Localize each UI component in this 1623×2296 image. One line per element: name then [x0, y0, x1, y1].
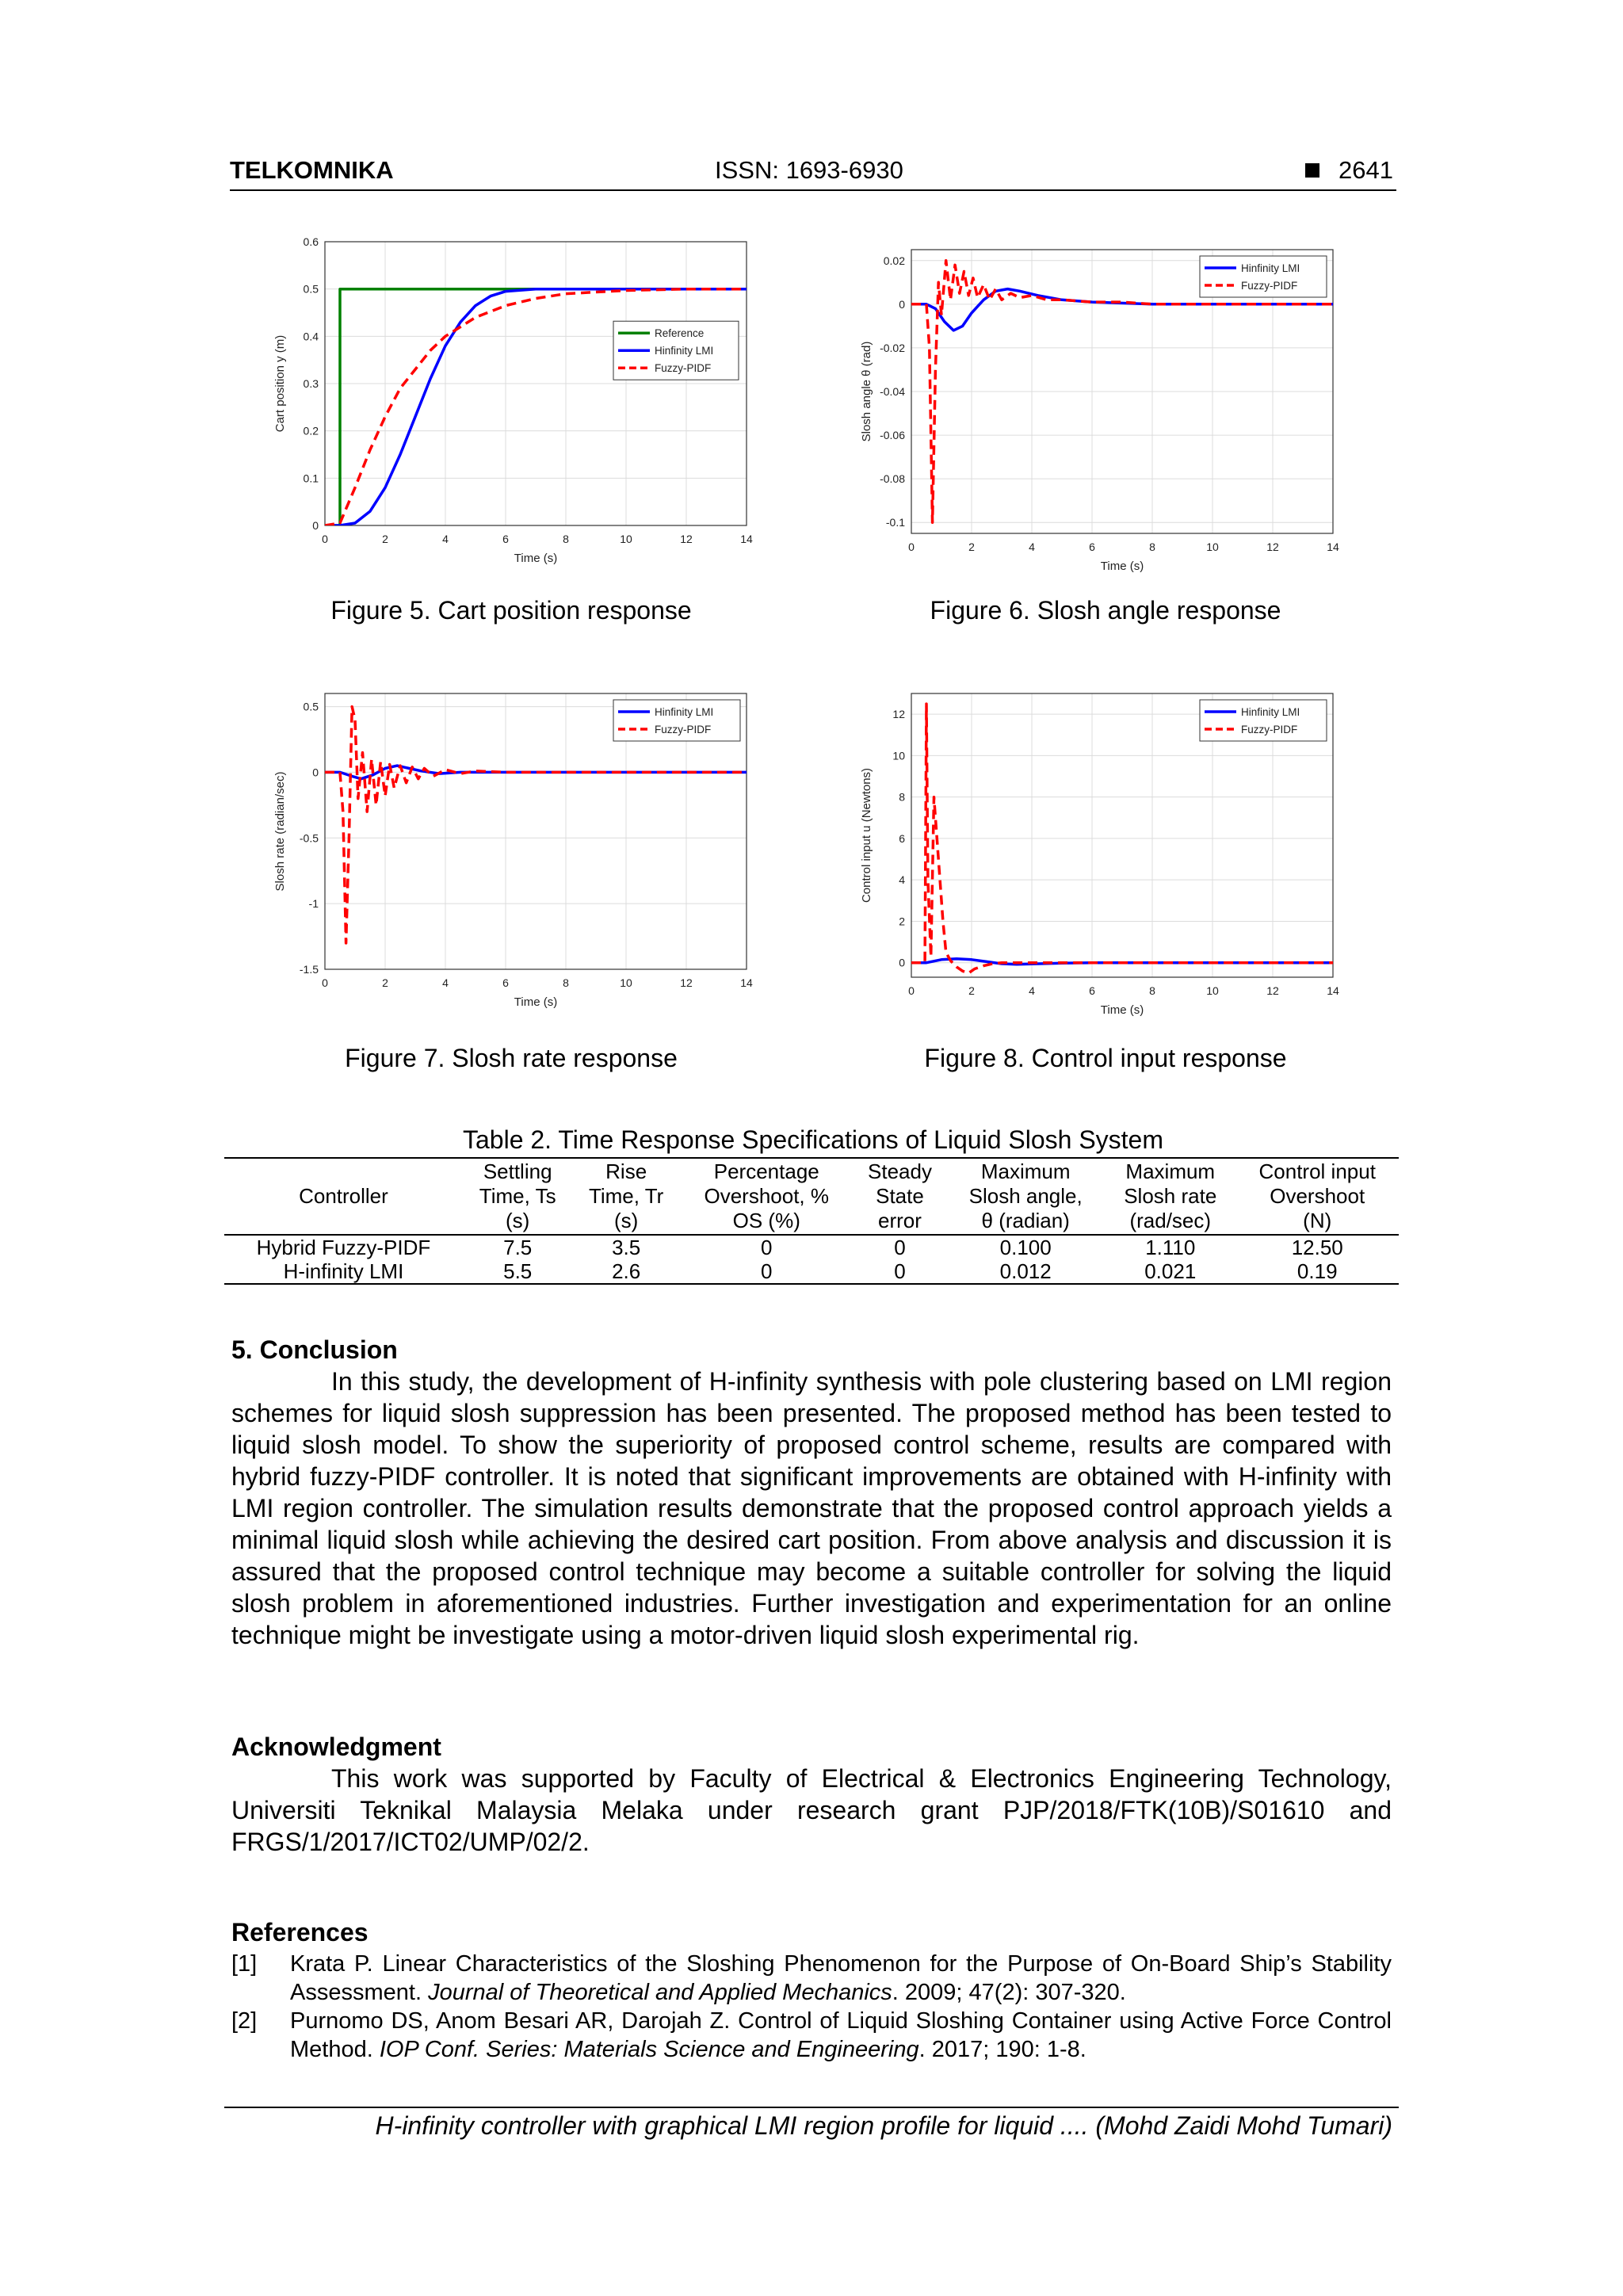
x-tick-label: 2	[968, 541, 975, 553]
x-axis-label: Time (s)	[1100, 560, 1144, 573]
y-tick-label: 4	[899, 873, 905, 887]
y-tick-label: 6	[899, 831, 905, 845]
reference-item	[231, 1950, 1392, 2007]
table-cell: 0.100	[999, 1236, 1052, 1259]
page-number-wrap	[1305, 156, 1393, 185]
figure-7-slosh-rate-chart	[269, 686, 761, 1018]
y-axis-label: Cart position y (m)	[273, 334, 287, 433]
x-tick-label: 8	[563, 533, 569, 545]
y-tick-label: 0	[312, 766, 319, 779]
x-axis-label: Time (s)	[514, 552, 558, 565]
table-cell: 3.5	[612, 1236, 641, 1259]
x-tick-label: 0	[322, 976, 328, 989]
x-axis-label: Time (s)	[514, 995, 558, 1009]
x-tick-label: 2	[382, 533, 388, 545]
x-tick-label: 4	[442, 533, 449, 545]
x-tick-label: 0	[322, 533, 328, 545]
figure-5-caption: Figure 5. Cart position response	[330, 596, 692, 625]
x-tick-label: 4	[442, 976, 449, 989]
conclusion-text: In this study, the development of H-infinity synthesis with pole clustering based on LMI region schemes for liquid slosh suppression has been presented. The proposed method has been tested to liquid slosh model. To show the superiority of proposed control scheme, results are compared with hybrid fuzzy-PIDF controller. It is noted that significant improvements are obtained with H-infinity with LMI region controller. The simulation results demonstrate that the proposed control approach yields a minimal liquid slosh while achieving the desired cart position. From above analysis and discussion it is assured that the proposed control technique may become a suitable controller for solving the liquid slosh problem in aforementioned industries. Further investigation and experimentation for an online technique might be investigate using a motor-driven liquid slosh experimental rig.	[231, 1367, 1392, 1649]
legend-label: Hinfinity LMI	[655, 706, 714, 718]
table-cell: 0	[894, 1236, 906, 1259]
y-tick-label: -0.08	[880, 472, 905, 486]
legend	[1200, 700, 1327, 741]
square-bullet-icon	[1305, 163, 1319, 178]
x-tick-label: 10	[620, 533, 632, 545]
figure-8-control-input-chart	[856, 686, 1347, 1026]
page-number: 2641	[1338, 156, 1393, 184]
x-tick-label: 10	[620, 976, 632, 989]
figure-8-caption: Figure 8. Control input response	[924, 1044, 1287, 1072]
x-tick-label: 6	[1089, 984, 1095, 997]
legend	[613, 700, 740, 741]
y-tick-label: 8	[899, 790, 905, 804]
y-tick-label: 0	[312, 519, 319, 532]
legend-label: Fuzzy-PIDF	[655, 724, 712, 735]
x-tick-label: 14	[740, 976, 753, 989]
y-tick-label: 12	[892, 708, 905, 721]
reference-text: Purnomo DS, Anom Besari AR, Darojah Z. Control of Liquid Sloshing Container using Active Force Control Method. IOP Conf. Series: Materials Science and Engineering. 2017; 190: 1-8.	[290, 2008, 1392, 2062]
x-tick-label: 8	[1149, 984, 1155, 997]
x-tick-label: 4	[1029, 541, 1035, 553]
y-tick-label: -0.04	[880, 385, 905, 398]
references-heading: References	[231, 1918, 369, 1946]
conclusion-section	[231, 1334, 1392, 1651]
table-cell: 2.6	[612, 1259, 641, 1283]
x-tick-label: 10	[1206, 541, 1219, 553]
table-cell: 7.5	[503, 1236, 533, 1259]
x-tick-label: 6	[502, 533, 509, 545]
x-tick-label: 2	[968, 984, 975, 997]
col-max-slosh-angle: Maximum Slosh angle, θ (radian)	[968, 1159, 1083, 1232]
page-header	[230, 153, 1396, 191]
acknowledgment-heading: Acknowledgment	[231, 1733, 441, 1761]
reference-text: Krata P. Linear Characteristics of the Sloshing Phenomenon for the Purpose of On-Board Ship’s Stability Assessment. Journal of Theoretical and Applied Mechanics. 2009; 47(2): 307-320.	[290, 1951, 1392, 2005]
col-max-slosh-rate: Maximum Slosh rate (rad/sec)	[1124, 1159, 1217, 1232]
y-tick-label: 0	[899, 956, 905, 969]
y-tick-label: -0.1	[885, 516, 905, 529]
table-cell: 0	[894, 1259, 906, 1283]
x-axis-label: Time (s)	[1100, 1003, 1144, 1017]
y-tick-label: 0.1	[303, 472, 319, 485]
table-cell: 0.012	[999, 1259, 1052, 1283]
issn: ISSN: 1693-6930	[715, 156, 903, 184]
y-tick-label: -0.02	[880, 341, 905, 354]
y-tick-label: 0.5	[303, 700, 319, 713]
table-cell: 12.50	[1291, 1236, 1343, 1259]
table-cell: 1.110	[1145, 1236, 1196, 1259]
legend	[613, 321, 739, 380]
x-tick-label: 4	[1029, 984, 1035, 997]
y-axis-label: Control input u (Newtons)	[860, 767, 873, 904]
x-tick-label: 10	[1206, 984, 1219, 997]
table-row	[224, 1235, 1399, 1259]
y-tick-label: -1	[308, 897, 319, 911]
y-tick-label: 0.3	[303, 377, 319, 390]
legend-label: Hinfinity LMI	[655, 345, 714, 357]
y-tick-label: 0.6	[303, 235, 319, 248]
col-settling-time: Settling Time, Ts (s)	[479, 1159, 556, 1232]
table-cell: 0.19	[1296, 1259, 1338, 1283]
x-tick-label: 14	[1327, 541, 1339, 553]
table-cell: 0.021	[1144, 1259, 1197, 1283]
table-cell: Hybrid Fuzzy-PIDF	[256, 1236, 431, 1259]
x-tick-label: 14	[1327, 984, 1339, 997]
col-control-input-overshoot: Control input Overshoot (N)	[1258, 1159, 1376, 1232]
journal-name: TELKOMNIKA	[230, 156, 394, 184]
legend-label: Hinfinity LMI	[1241, 262, 1300, 274]
reference-number: [1]	[231, 1951, 258, 1977]
figure-7-caption: Figure 7. Slosh rate response	[345, 1044, 678, 1072]
x-tick-label: 0	[908, 984, 915, 997]
col-controller: Controller	[299, 1184, 388, 1208]
y-tick-label: 2	[899, 915, 905, 928]
table-cell: 5.5	[503, 1259, 533, 1283]
x-tick-label: 8	[563, 976, 569, 989]
conclusion-heading: 5. Conclusion	[231, 1335, 398, 1364]
y-tick-label: 0.4	[303, 330, 319, 343]
figure-6-slosh-angle-chart	[856, 242, 1347, 583]
footer-text: H-infinity controller with graphical LMI region profile for liquid .... (Mohd Zaidi Mohd Tumari)	[375, 2111, 1392, 2140]
x-tick-label: 14	[740, 533, 753, 545]
x-tick-label: 6	[1089, 541, 1095, 553]
table-cell: 0	[761, 1259, 773, 1283]
x-tick-label: 2	[382, 976, 388, 989]
table-2-title: Table 2. Time Response Specifications of Liquid Slosh System	[462, 1125, 1163, 1154]
reference-item	[231, 2007, 1392, 2064]
x-tick-label: 12	[1266, 541, 1279, 553]
x-tick-label: 12	[680, 533, 693, 545]
y-tick-label: 0	[899, 297, 905, 311]
col-rise-time: Rise Time, Tr (s)	[588, 1159, 664, 1232]
y-tick-label: -0.5	[299, 831, 319, 845]
x-tick-label: 12	[1266, 984, 1279, 997]
x-tick-label: 0	[908, 541, 915, 553]
figure-6-caption: Figure 6. Slosh angle response	[930, 596, 1281, 625]
y-tick-label: -1.5	[299, 963, 319, 976]
acknowledgment-section	[231, 1731, 1392, 1858]
col-overshoot: Percentage Overshoot, % OS (%)	[704, 1159, 829, 1232]
references-section	[231, 1916, 1392, 2064]
reference-number: [2]	[231, 2008, 258, 2034]
table-cell: H-infinity LMI	[283, 1259, 404, 1283]
y-tick-label: 10	[892, 749, 905, 762]
table-row	[224, 1259, 1399, 1284]
y-tick-label: -0.06	[880, 429, 905, 442]
table-header-row	[224, 1158, 1399, 1235]
table-cell: 0	[761, 1236, 773, 1259]
x-tick-label: 6	[502, 976, 509, 989]
acknowledgment-text: This work was supported by Faculty of Electrical & Electronics Engineering Technology, Universiti Teknikal Malaysia Melaka under research grant PJP/2018/FTK(10B)/S01610 and FRGS/1/2017/ICT02/UMP/02/2.	[231, 1764, 1392, 1856]
legend	[1200, 256, 1327, 297]
y-tick-label: 0.02	[883, 254, 905, 267]
y-axis-label: Slosh rate (radian/sec)	[273, 771, 287, 892]
legend-label: Fuzzy-PIDF	[655, 362, 712, 375]
legend-label: Hinfinity LMI	[1241, 706, 1300, 718]
x-tick-label: 8	[1149, 541, 1155, 553]
y-axis-label: Slosh angle θ (rad)	[860, 341, 873, 442]
page-footer	[224, 2107, 1399, 2141]
col-steady-state-error: Steady State error	[868, 1159, 932, 1232]
legend-label: Fuzzy-PIDF	[1241, 724, 1298, 735]
y-tick-label: 0.5	[303, 282, 319, 296]
table-2	[224, 1157, 1399, 1285]
legend-label: Fuzzy-PIDF	[1241, 280, 1298, 292]
legend-label: Reference	[655, 327, 705, 340]
y-tick-label: 0.2	[303, 424, 319, 437]
figure-5-cart-position-chart	[269, 234, 761, 575]
x-tick-label: 12	[680, 976, 693, 989]
